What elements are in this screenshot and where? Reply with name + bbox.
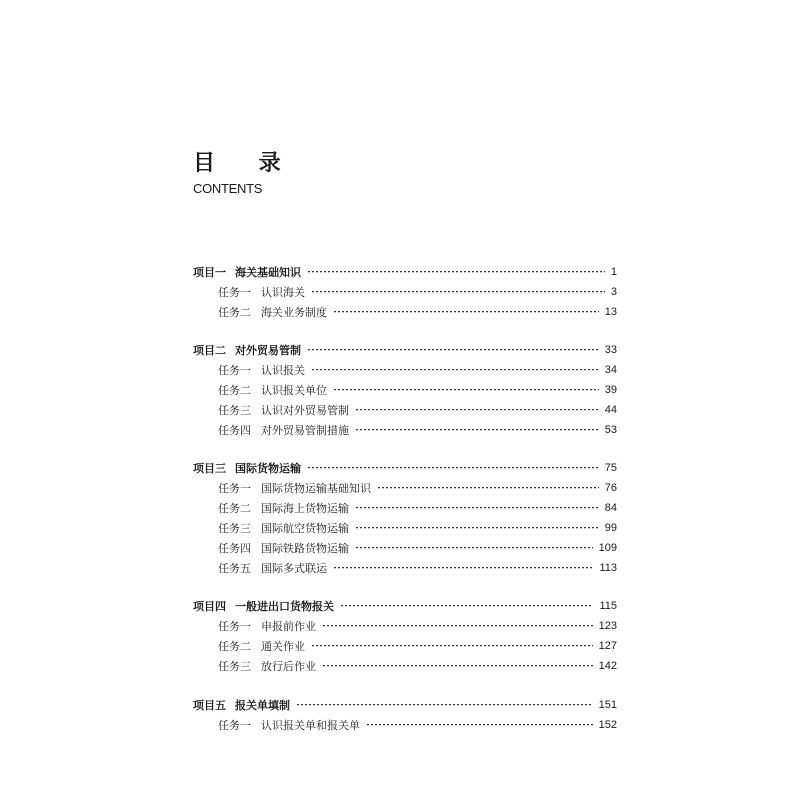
dot-leader [333,311,599,314]
toc-entry-number: 项目四 [193,600,226,613]
toc-entry-number: 任务五 [218,562,251,575]
toc-task-row [193,636,617,656]
toc-page-number: 113 [599,562,617,574]
toc-task-row [193,715,617,735]
toc-task-row [193,478,617,498]
toc-entry-number: 任务三 [218,522,251,535]
page-title: 目 录 [193,150,299,176]
toc-task-row [193,380,617,400]
dot-leader [311,291,605,294]
toc-entry-number: 任务一 [218,364,251,377]
toc-entry-title: 国际货物运输基础知识 [261,482,371,495]
toc-entry-number: 任务四 [218,424,251,437]
dot-leader [311,369,599,372]
toc-entry-title: 国际铁路货物运输 [261,542,349,555]
toc-entry-title: 认识报关 [261,364,305,377]
toc-page-number: 115 [599,600,617,612]
toc-entry-number: 项目一 [193,266,226,279]
dot-leader [377,487,599,490]
toc-entry-title: 海关基础知识 [235,266,301,279]
toc-page-number: 123 [598,620,617,632]
toc-page-number: 53 [604,424,617,436]
toc-page-number: 152 [598,719,617,731]
dot-leader [355,527,599,530]
toc-entry-number: 任务三 [218,660,251,673]
toc-entry-number: 任务二 [218,306,251,319]
toc-entry-number: 项目二 [193,344,226,357]
toc-task-row [193,400,617,420]
toc-entry-title: 认识报关单和报关单 [261,719,360,732]
toc-page-number: 109 [598,542,617,554]
toc-page-number: 99 [604,522,617,534]
toc-entry-number: 任务一 [218,482,251,495]
toc-task-row [193,360,617,380]
toc-entry-number: 任务二 [218,502,251,515]
toc-page-number: 13 [604,306,617,318]
toc-entry-number: 任务一 [218,719,251,732]
toc-page-number: 3 [610,286,617,298]
toc-project-row [193,695,617,715]
toc-task-row [193,498,617,518]
toc-entry-number: 项目三 [193,462,226,475]
page-subtitle: CONTENTS [193,181,263,196]
dot-leader [296,704,593,707]
dot-leader [333,389,599,392]
toc-project-row [193,458,617,478]
toc-page-number: 75 [604,462,617,474]
toc-task-row [193,616,617,636]
toc-task-row [193,518,617,538]
toc-page-number: 39 [604,384,617,396]
toc-page-number: 142 [598,660,617,672]
dot-leader [307,349,599,352]
toc-entry-title: 海关业务制度 [261,306,327,319]
dot-leader [307,467,599,470]
toc-entry-number: 任务三 [218,404,251,417]
toc-entry-number: 任务二 [218,384,251,397]
toc-task-row [193,302,617,322]
toc-entry-title: 国际货物运输 [235,462,301,475]
toc-entry-title: 国际海上货物运输 [261,502,349,515]
toc-project-row [193,596,617,616]
toc-entry-title: 认识报关单位 [261,384,327,397]
toc-task-row [193,656,617,676]
dot-leader [355,507,599,510]
toc-page-number: 33 [604,344,617,356]
toc-entry-title: 一般进出口货物报关 [235,600,334,613]
dot-leader [333,567,593,570]
toc-project-row [193,340,617,360]
dot-leader [307,271,605,274]
toc-entry-title: 报关单填制 [235,699,290,712]
dot-leader [355,409,599,412]
toc-entry-number: 任务四 [218,542,251,555]
toc-entry-title: 国际多式联运 [261,562,327,575]
toc-page-number: 151 [598,699,617,711]
toc-entry-title: 放行后作业 [261,660,316,673]
toc-task-row [193,538,617,558]
toc-task-row [193,558,617,578]
toc-entry-number: 任务一 [218,286,251,299]
dot-leader [355,429,599,432]
dot-leader [311,645,593,648]
toc-entry-title: 通关作业 [261,640,305,653]
dot-leader [355,547,593,550]
toc-entry-number: 任务二 [218,640,251,653]
toc-page-number: 84 [604,502,617,514]
toc-entry-title: 申报前作业 [261,620,316,633]
toc-entry-title: 对外贸易管制 [235,344,301,357]
dot-leader [366,724,593,727]
toc-task-row [193,420,617,440]
toc-entry-title: 认识对外贸易管制 [261,404,349,417]
dot-leader [340,605,593,608]
toc-entry-title: 国际航空货物运输 [261,522,349,535]
dot-leader [322,665,593,668]
toc-entry-number: 任务一 [218,620,251,633]
toc-page-number: 76 [604,482,617,494]
toc-page-number: 34 [604,364,617,376]
toc-entry-title: 认识海关 [261,286,305,299]
toc-task-row [193,282,617,302]
dot-leader [322,625,593,628]
table-of-contents [193,262,617,735]
toc-entry-title: 对外贸易管制措施 [261,424,349,437]
toc-page-number: 44 [604,404,617,416]
toc-page-number: 1 [610,266,617,278]
toc-page-number: 127 [598,640,617,652]
toc-entry-number: 项目五 [193,699,226,712]
toc-project-row [193,262,617,282]
